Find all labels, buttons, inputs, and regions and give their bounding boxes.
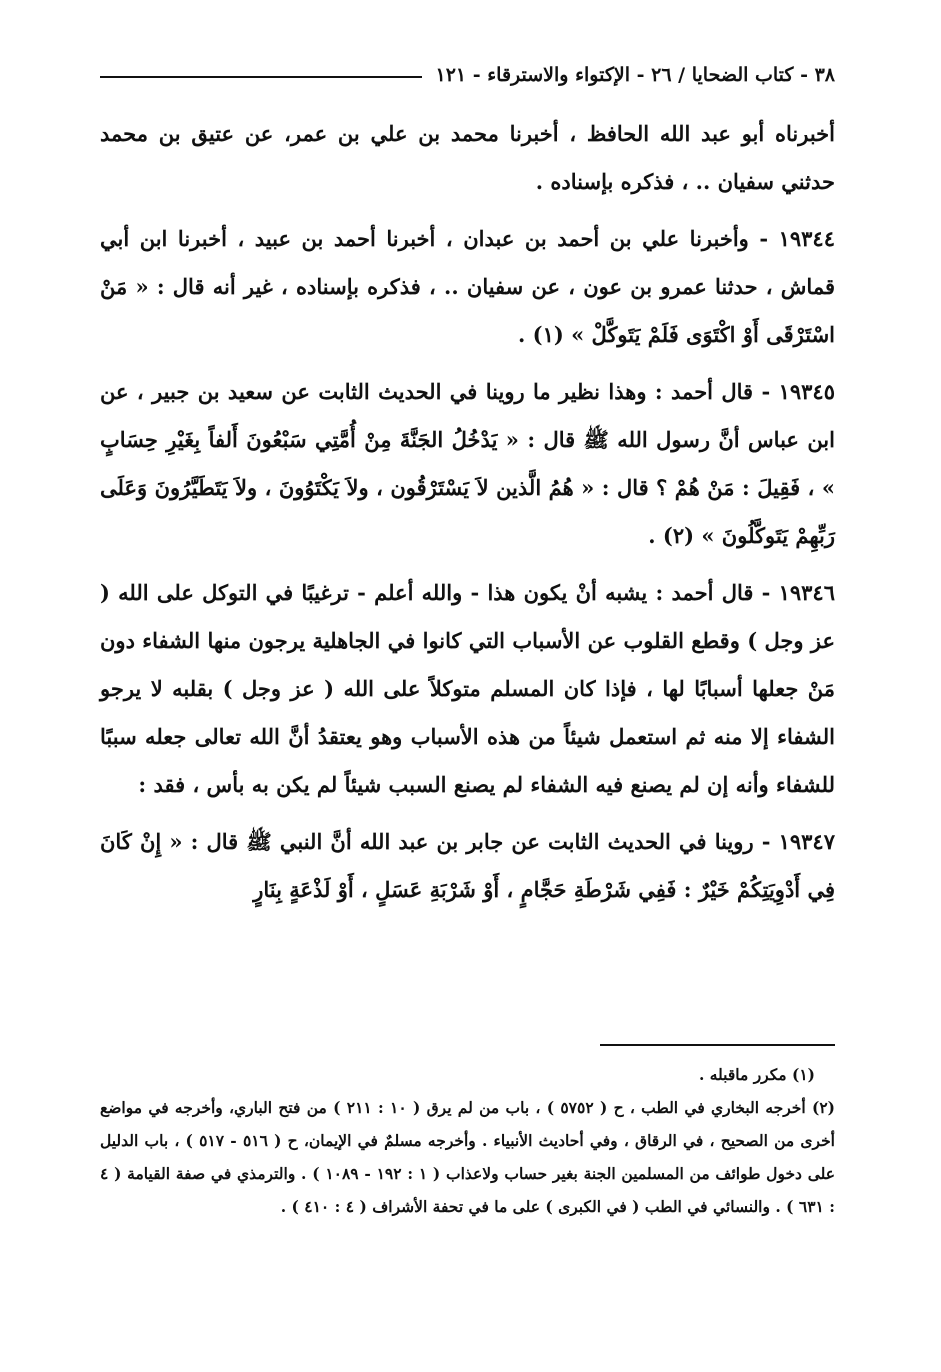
- footnotes: [100, 1058, 835, 1223]
- paragraph-19347: ١٩٣٤٧ - روينا في الحديث الثابت عن جابر بن عبد الله أنَّ النبي ﷺ قال : « إِنْ كَانَ فِي أَدْوِيَتِكُمْ خَيْرٌ : فَفِي شَرْطَةِ حَجَّامٍ ، أَوْ شَرْبَةِ عَسَلٍ ، أَوْ لَذْعَةٍ بِنَارٍ: [100, 829, 835, 902]
- header-title: ٣٨ - كتاب الضحايا / ٢٦ - الإكتواء والاسترقاء - ١٢١: [435, 64, 835, 86]
- footnote-1: (١) مكرر ماقبله .: [698, 1065, 815, 1084]
- footnote-separator: [600, 1044, 835, 1046]
- paragraph-19344: ١٩٣٤٤ - وأخبرنا علي بن أحمد بن عبدان ، أخبرنا أحمد بن عبيد ، أخبرنا ابن أبي قماش ، حدثنا عمرو بن عون ، عن سفيان .. ، فذكره بإسناده ، غير أنه قال : « مَنْ اسْتَرْقَى أَوْ اكْتَوَى فَلَمْ يَتَوكَّلْ » (١) .: [100, 226, 835, 347]
- main-text: [100, 110, 835, 923]
- paragraph-intro: أخبرناه أبو عبد الله الحافظ ، أخبرنا محمد بن علي بن عمر، عن عتيق بن محمد حدثني سفيان .. ، فذكره بإسناده .: [100, 121, 835, 194]
- running-header: [100, 58, 835, 92]
- paragraph-19346: ١٩٣٤٦ - قال أحمد : يشبه أنْ يكون هذا - والله أعلم - ترغيبًا في التوكل على الله ( عز وجل ) وقطع القلوب عن الأسباب التي كانوا في الجاهلية يرجون منها الشفاء دون مَنْ جعلها أسبابًا لها ، فإذا كان المسلم متوكلاً على الله ( عز وجل ) بقلبه لا يرجو الشفاء إلا منه ثم استعمل شيئاً من هذه الأسباب وهو يعتقدُ أنَّ الله تعالى جعله سببًا للشفاء وأنه إن لم يصنع فيه الشفاء لم يصنع السبب شيئاً لم يكن به بأس ، فقد :: [100, 580, 835, 797]
- header-rule: [100, 76, 422, 78]
- paragraph-19345: ١٩٣٤٥ - قال أحمد : وهذا نظير ما روينا في الحديث الثابت عن سعيد بن جبير ، عن ابن عباس أنَّ رسول الله ﷺ قال : « يَدْخُلُ الجَنَّةَ مِنْ أُمَّتِي سَبْعُونَ أَلفاً بِغَيْرِ حِسَابٍ » ، فَقِيلَ : مَنْ هُمْ ؟ قال : « هُمُ الَّذين لاَ يَسْتَرْقُون ، ولاَ يَكْتَوُونَ ، ولاَ يَتَطَيَّرُونَ وَعَلَى رَبِّهِمْ يَتَوكَّلُونَ » (٢) .: [100, 379, 835, 548]
- footnote-2: (٢) أخرجه البخاري في الطب ، ح ( ٥٧٥٢ ) ، باب من لم يرق ( ١٠ : ٢١١ ) من فتح الباري، وأخرجه في مواضع أخرى من الصحيح ، في الرقاق ، وفي أحاديث الأنبياء . وأخرجه مسلمٌ في الإيمان، ح ( ٥١٦ - ٥١٧ ) ، باب الدليل على دخول طوائف من المسلمين الجنة بغير حساب ولاعذاب ( ١ : ١٩٢ - ١٠٨٩ ) . والترمذي في صفة القيامة ( ٤ : ٦٣١ ) . والنسائي في الطب ( في الكبرى ) على ما في تحفة الأشراف ( ٤ : ٤١٠ ) .: [100, 1098, 835, 1216]
